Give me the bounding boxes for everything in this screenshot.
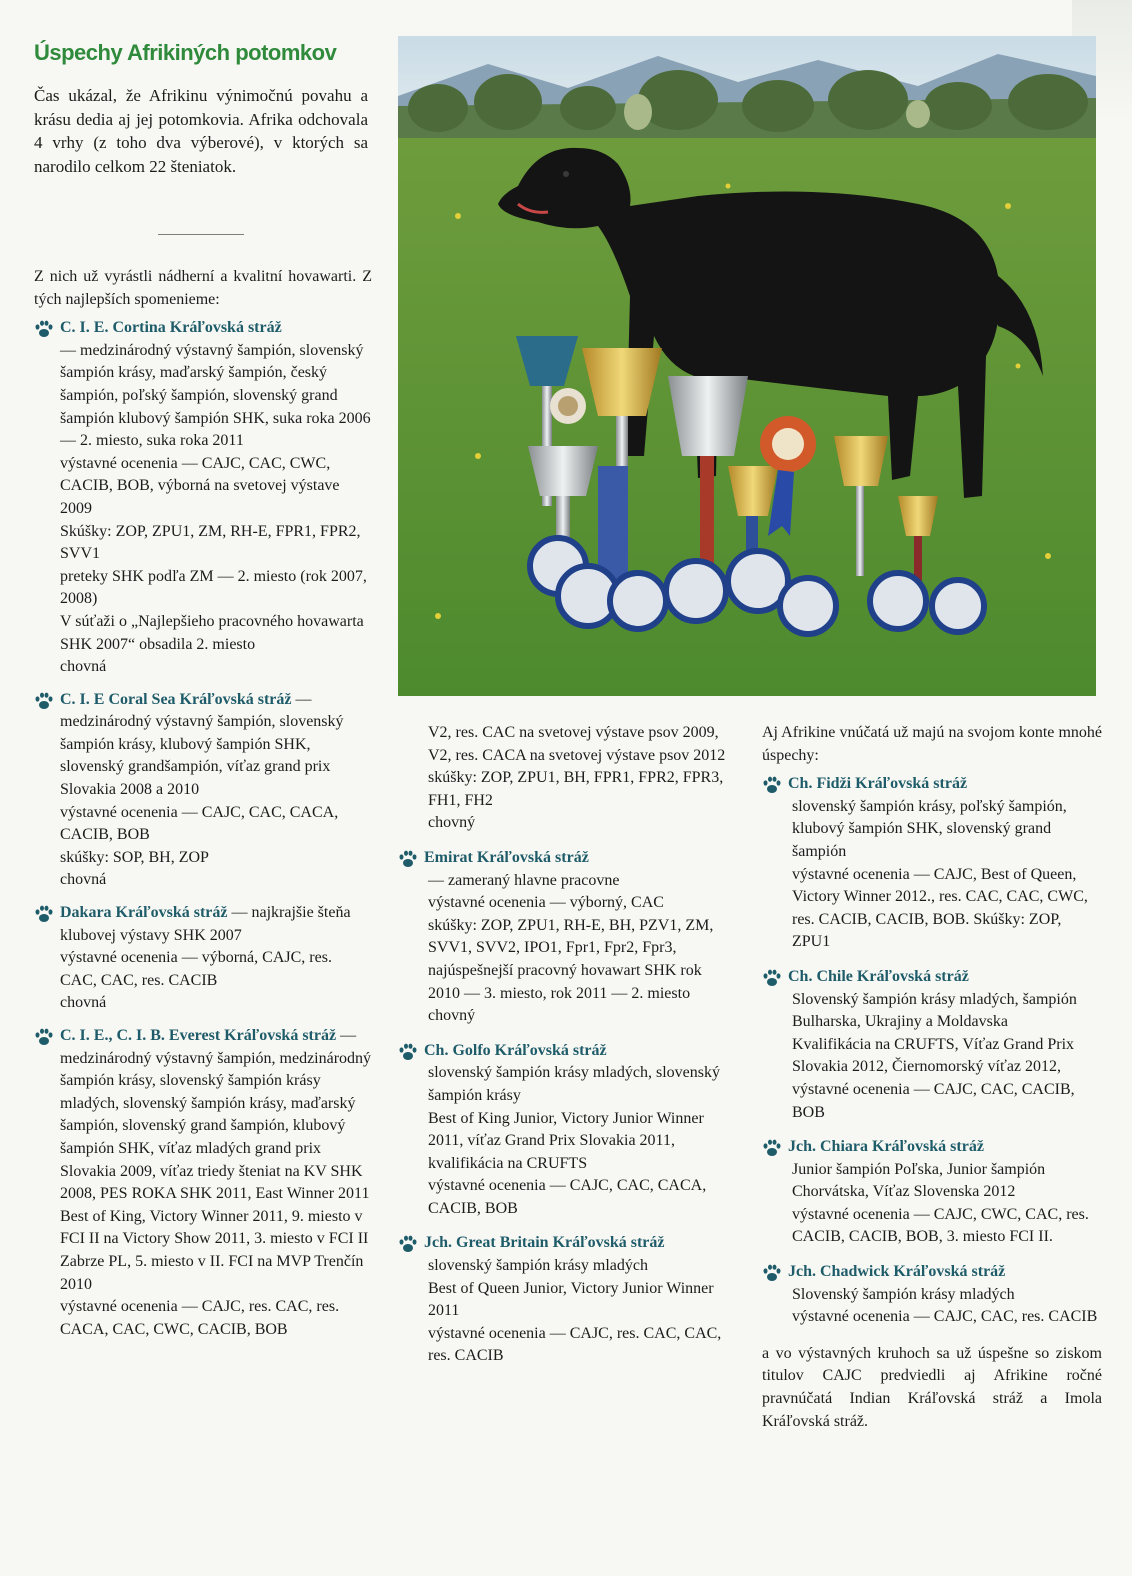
offspring-name: C. I. E Coral Sea Kráľovská stráž — [60, 690, 292, 708]
column-2 — [398, 722, 728, 1368]
grandchild-desc: Junior šampión Poľska, Junior šampión Chorvátska, Víťaz Slovenska 2012 výstavné ocenenia — CAJC, CWC, CAC, res. CACIB, CACIB, BOB, 3. miesto FCI II. — [792, 1160, 1089, 1246]
offspring-desc: slovenský šampión krásy mladých, slovenský šampión krásy Best of King Junior, Victory Junior Winner 2011, víťaz Grand Prix Slovakia 2011, kvalifikácia na CRUFTS výstavné ocenenia — CAJC, CAC, CACA, CACIB, BOB — [428, 1064, 720, 1217]
paw-icon — [34, 689, 60, 710]
paw-icon — [398, 1040, 424, 1061]
grandchild-entry — [762, 773, 1102, 954]
offspring-name: Dakara Kráľovská stráž — [60, 904, 228, 922]
offspring-entry — [34, 902, 372, 1015]
paw-icon — [34, 902, 60, 923]
grandchildren-closing: a vo výstavných kruhoch sa už úspešne so ziskom titulov CAJC predviedli aj Afrikine ročné pravnúčatá Indian Kráľovská stráž a Imola Kráľovská stráž. — [762, 1344, 1102, 1430]
column-1 — [34, 266, 372, 1341]
grandchildren-intro: Aj Afrikine vnúčatá už majú na svojom konte mnohé úspechy: — [762, 724, 1102, 764]
paw-icon — [762, 966, 788, 987]
offspring-entry — [398, 1040, 728, 1221]
offspring-entry — [34, 689, 372, 892]
photo-illustration — [398, 36, 1096, 696]
paw-icon — [34, 317, 60, 338]
offspring-entry — [398, 847, 728, 1028]
column-3 — [762, 722, 1102, 1433]
grandchild-entry — [762, 1136, 1102, 1249]
grandchild-name: Ch. Chile Kráľovská stráž — [788, 967, 969, 985]
paw-icon — [398, 847, 424, 868]
grandchild-entry — [762, 966, 1102, 1124]
offspring-desc-continued: V2, res. CAC na svetovej výstave psov 2009, V2, res. CACA na svetovej výstave psov 2012 skúšky: ZOP, ZPU1, BH, FPR1, FPR2, FPR3, FH1, FH2 chovný — [428, 724, 726, 832]
offspring-name: C. I. E., C. I. B. Everest Kráľovská stráž — [60, 1027, 337, 1044]
offspring-desc: — najkrajšie šteňa klubovej výstavy SHK 2007 výstavné ocenenia — výborná, CAJC, res. CAC, CAC, res. CACIB chovná — [60, 904, 351, 1012]
offspring-entry — [34, 317, 372, 679]
grandchild-entry — [762, 1261, 1102, 1329]
paw-icon — [762, 1136, 788, 1157]
offspring-name: Jch. Great Britain Kráľovská stráž — [424, 1234, 665, 1252]
offspring-name: Emirat Kráľovská stráž — [424, 848, 589, 866]
offspring-desc: — zameraný hlavne pracovne výstavné ocenenia — výborný, CAC skúšky: ZOP, ZPU1, RH-E, BH, PZV1, ZM, SVV1, SVV2, IPO1, Fpr1, Fpr2, Fpr3, najúspešnejší pracovný hovawart SHK rok 2010 — 3. miesto, rok 2011 — 2. miesto chovný — [428, 871, 714, 1025]
offspring-name: Ch. Golfo Kráľovská stráž — [424, 1041, 607, 1059]
paw-icon — [762, 1261, 788, 1282]
offspring-desc: — medzinárodný výstavný šampión, slovenský šampión krásy, klubový šampión SHK, slovenský grandšampión, víťaz grand prix Slovakia 2008 a 2010 výstavné ocenenia — CAJC, CAC, CACA, CACIB, BOB skúšky: SOP, BH, ZOP chovná — [60, 690, 344, 889]
grandchild-name: Ch. Fidži Kráľovská stráž — [788, 775, 968, 793]
divider — [158, 234, 244, 235]
paw-icon — [34, 1025, 60, 1046]
grandchild-name: Jch. Chiara Kráľovská stráž — [788, 1138, 984, 1156]
photo-dog-with-trophies — [398, 36, 1096, 696]
paw-icon — [762, 773, 788, 794]
paw-icon — [398, 1232, 424, 1253]
grandchild-desc: Slovenský šampión krásy mladých, šampión Bulharska, Ukrajiny a Moldavska Kvalifikácia na CRUFTS, Víťaz Grand Prix Slovakia 2012, Čiernomorský víťaz 2012, výstavné ocenenia — CAJC, CAC, CACIB, BOB — [792, 990, 1077, 1121]
article-heading: Úspechy Afrikiných potomkov — [34, 40, 337, 65]
grandchild-desc: slovenský šampión krásy, poľský šampión, klubový šampión SHK, slovenský grand šampión výstavné ocenenia — CAJC, Best of Queen, Victory Winner 2012., res. CAC, CAC, CWC, res. CACIB, CACIB, BOB. Skúšky: ZOP, ZPU1 — [792, 797, 1088, 951]
offspring-entry — [34, 1025, 372, 1341]
grandchild-name: Jch. Chadwick Kráľovská stráž — [788, 1263, 1006, 1281]
offspring-entry — [398, 1232, 728, 1368]
offspring-name: C. I. E. Cortina Kráľovská stráž — [60, 319, 282, 337]
article-lead: Z nich už vyrástli nádherní a kvalitní hovawarti. Z tých najlepších spomenieme: — [34, 268, 372, 308]
offspring-desc: — medzinárodný výstavný šampión, medzinárodný šampión krásy, slovenský šampión krásy mladých, slovenský šampión krásy, maďarský šampión, slovenský grand šampión, klubový šampión SHK, víťaz mladých grand prix Slovakia 2009, víťaz triedy šteniat na KV SHK 2008, PES ROKA SHK 2011, East Winner 2011 Best of King, Victory Winner 2011, 9. miesto v FCI II na Victory Show 2011, 3. miesto v FCI II Zabrze PL, 5. miesto v II. FCI na MVP Trenčín 2010 výstavné ocenenia — CAJC, res. CAC, res. CACA, CAC, CWC, CACIB, BOB — [60, 1027, 372, 1338]
article-intro: Čas ukázal, že Afrikinu výnimočnú povahu a krásu dedia aj jej potomkovia. Afrika odchovala 4 vrhy (z toho dva výberové), v ktorých sa narodilo celkom 22 šteniatok. — [34, 86, 368, 176]
grandchild-desc: Slovenský šampión krásy mladých výstavné ocenenia — CAJC, CAC, res. CACIB — [792, 1285, 1098, 1326]
offspring-desc: slovenský šampión krásy mladých Best of Queen Junior, Victory Junior Winner 2011 výstavné ocenenia — CAJC, res. CAC, CAC, res. CACIB — [428, 1257, 722, 1365]
offspring-desc: — medzinárodný výstavný šampión, slovenský šampión krásy, maďarský šampión, český šampión, poľský šampión, slovenský grand šampión klubový šampión SHK, suka roka 2006 — 2. miesto, suka roka 2011 výstavné ocenenia — CAJC, CAC, CWC, CACIB, BOB, výborná na svetovej výstave 2009 Skúšky: ZOP, ZPU1, ZM, RH-E, FPR1, FPR2, SVV1 preteky SHK podľa ZM — 2. miesto (rok 2007, 2008) V súťaži o „Najlepšieho pracovného hovawarta SHK 2007“ obsadila 2. miesto chovná — [60, 341, 371, 676]
